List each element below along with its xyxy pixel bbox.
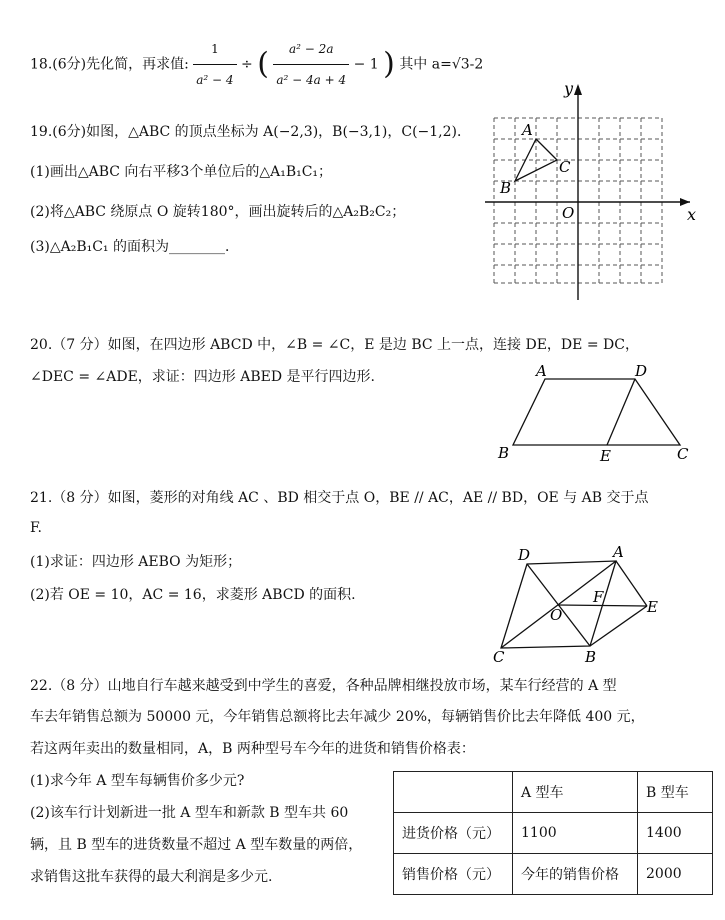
q18-line: [30, 34, 483, 95]
q18-lparen: (: [257, 46, 269, 82]
q21-part1: (1)求证：四边形 AEBO 为矩形；: [30, 554, 242, 570]
label-c: C: [493, 648, 505, 666]
q18-frac1-num: 1: [193, 34, 236, 65]
table-cell: A 型车: [513, 772, 638, 813]
label-b: B: [500, 179, 512, 197]
q20-figure: [495, 362, 695, 462]
q18-rparen: ): [383, 46, 395, 82]
q22-part1: (1)求今年 A 型车每辆售价多少元?: [30, 773, 245, 789]
label-c: C: [677, 445, 689, 462]
label-x: x: [687, 205, 697, 224]
q18-div: ÷: [241, 56, 253, 73]
q22-line1: 22.（8 分）山地自行车越来越受到中学生的喜爱，各种品牌相继投放市场，某车行经营的 A 型: [30, 678, 617, 694]
label-o: O: [550, 606, 563, 624]
label-d: D: [635, 362, 648, 380]
q21-part2: (2)若 OE = 10，AC = 16，求菱形 ABCD 的面积.: [30, 587, 356, 603]
table-cell: 进货价格（元）: [394, 813, 513, 854]
q21-line1: 21.（8 分）如图，菱形的对角线 AC 、BD 相交于点 O，BE // AC，AE // BD，OE 与 AB 交于点: [30, 490, 649, 506]
table-row: [394, 854, 713, 895]
label-b: B: [498, 444, 510, 462]
q18-suffix: 其中 a=√3-2: [399, 56, 484, 73]
label-c: C: [559, 158, 571, 176]
table-cell: 1400: [638, 813, 713, 854]
q20-line1: 20.（7 分）如图，在四边形 ABCD 中，∠B = ∠C，E 是边 BC 上一点，连接 DE，DE = DC，: [30, 337, 639, 353]
table-row: [394, 813, 713, 854]
q21-figure: [485, 542, 680, 667]
q18-frac2-den: a² − 4a + 4: [276, 73, 347, 87]
label-a: A: [613, 543, 624, 561]
label-a: A: [522, 121, 533, 139]
table-header-row: [394, 772, 713, 813]
segment-de: [607, 379, 635, 445]
q22-part2a: (2)该车行计划新进一批 A 型车和新款 B 型车共 60: [30, 805, 349, 821]
q22-part2c: 求销售这批车获得的最大利润是多少元.: [30, 869, 273, 885]
segment-ae: [616, 561, 647, 606]
label-o: O: [562, 204, 575, 222]
quadrilateral-abcd: [513, 379, 680, 445]
q21-line2: F.: [30, 520, 42, 536]
q18-frac2: [273, 34, 349, 95]
label-a: A: [536, 362, 547, 380]
q19-stem: 19.(6分)如图，△ABC 的顶点坐标为 A(−2,3)，B(−3,1)，C(−1,2)．: [30, 124, 471, 140]
table-cell: 今年的销售价格: [513, 854, 638, 895]
q18-prefix: 18.(6分)先化简，再求值:: [30, 56, 189, 73]
q18-frac2-num: a² − 2a: [273, 34, 349, 65]
q19-grid-figure: [485, 80, 700, 305]
label-y: y: [564, 80, 574, 98]
y-axis-arrow: [574, 84, 582, 95]
q18-minus-one: − 1: [353, 56, 379, 73]
q19-part1: (1)画出△ABC 向右平移3个单位后的△A₁B₁C₁；: [30, 164, 333, 180]
table-cell: [394, 772, 513, 813]
label-e: E: [647, 598, 658, 616]
q22-part2b: 辆，且 B 型车的进货数量不超过 A 型车数量的两倍，: [30, 837, 363, 853]
table-cell: 2000: [638, 854, 713, 895]
q18-frac1: [193, 34, 236, 95]
table-cell: B 型车: [638, 772, 713, 813]
label-d: D: [518, 546, 531, 564]
q22-line2: 车去年销售总额为 50000 元，今年销售总额将比去年减少 20%，每辆销售价比去年降低 400 元，: [30, 709, 645, 725]
q18-frac1-den: a² − 4: [196, 73, 234, 87]
q22-line3: 若这两年卖出的数量相同，A，B 两种型号车今年的进货和销售价格表：: [30, 741, 475, 757]
label-e: E: [600, 447, 611, 462]
q20-line2: ∠DEC = ∠ADE，求证：四边形 ABED 是平行四边形.: [30, 369, 375, 385]
q19-part3: (3)△A₂B₁C₁ 的面积为________．: [30, 239, 239, 255]
label-f: F: [593, 588, 604, 606]
table-cell: 1100: [513, 813, 638, 854]
segment-be: [590, 606, 647, 646]
q19-part2: (2)将△ABC 绕原点 O 旋转180°，画出旋转后的△A₂B₂C₂；: [30, 204, 406, 220]
table-cell: 销售价格（元）: [394, 854, 513, 895]
label-b: B: [585, 648, 597, 666]
price-table: [393, 771, 713, 895]
